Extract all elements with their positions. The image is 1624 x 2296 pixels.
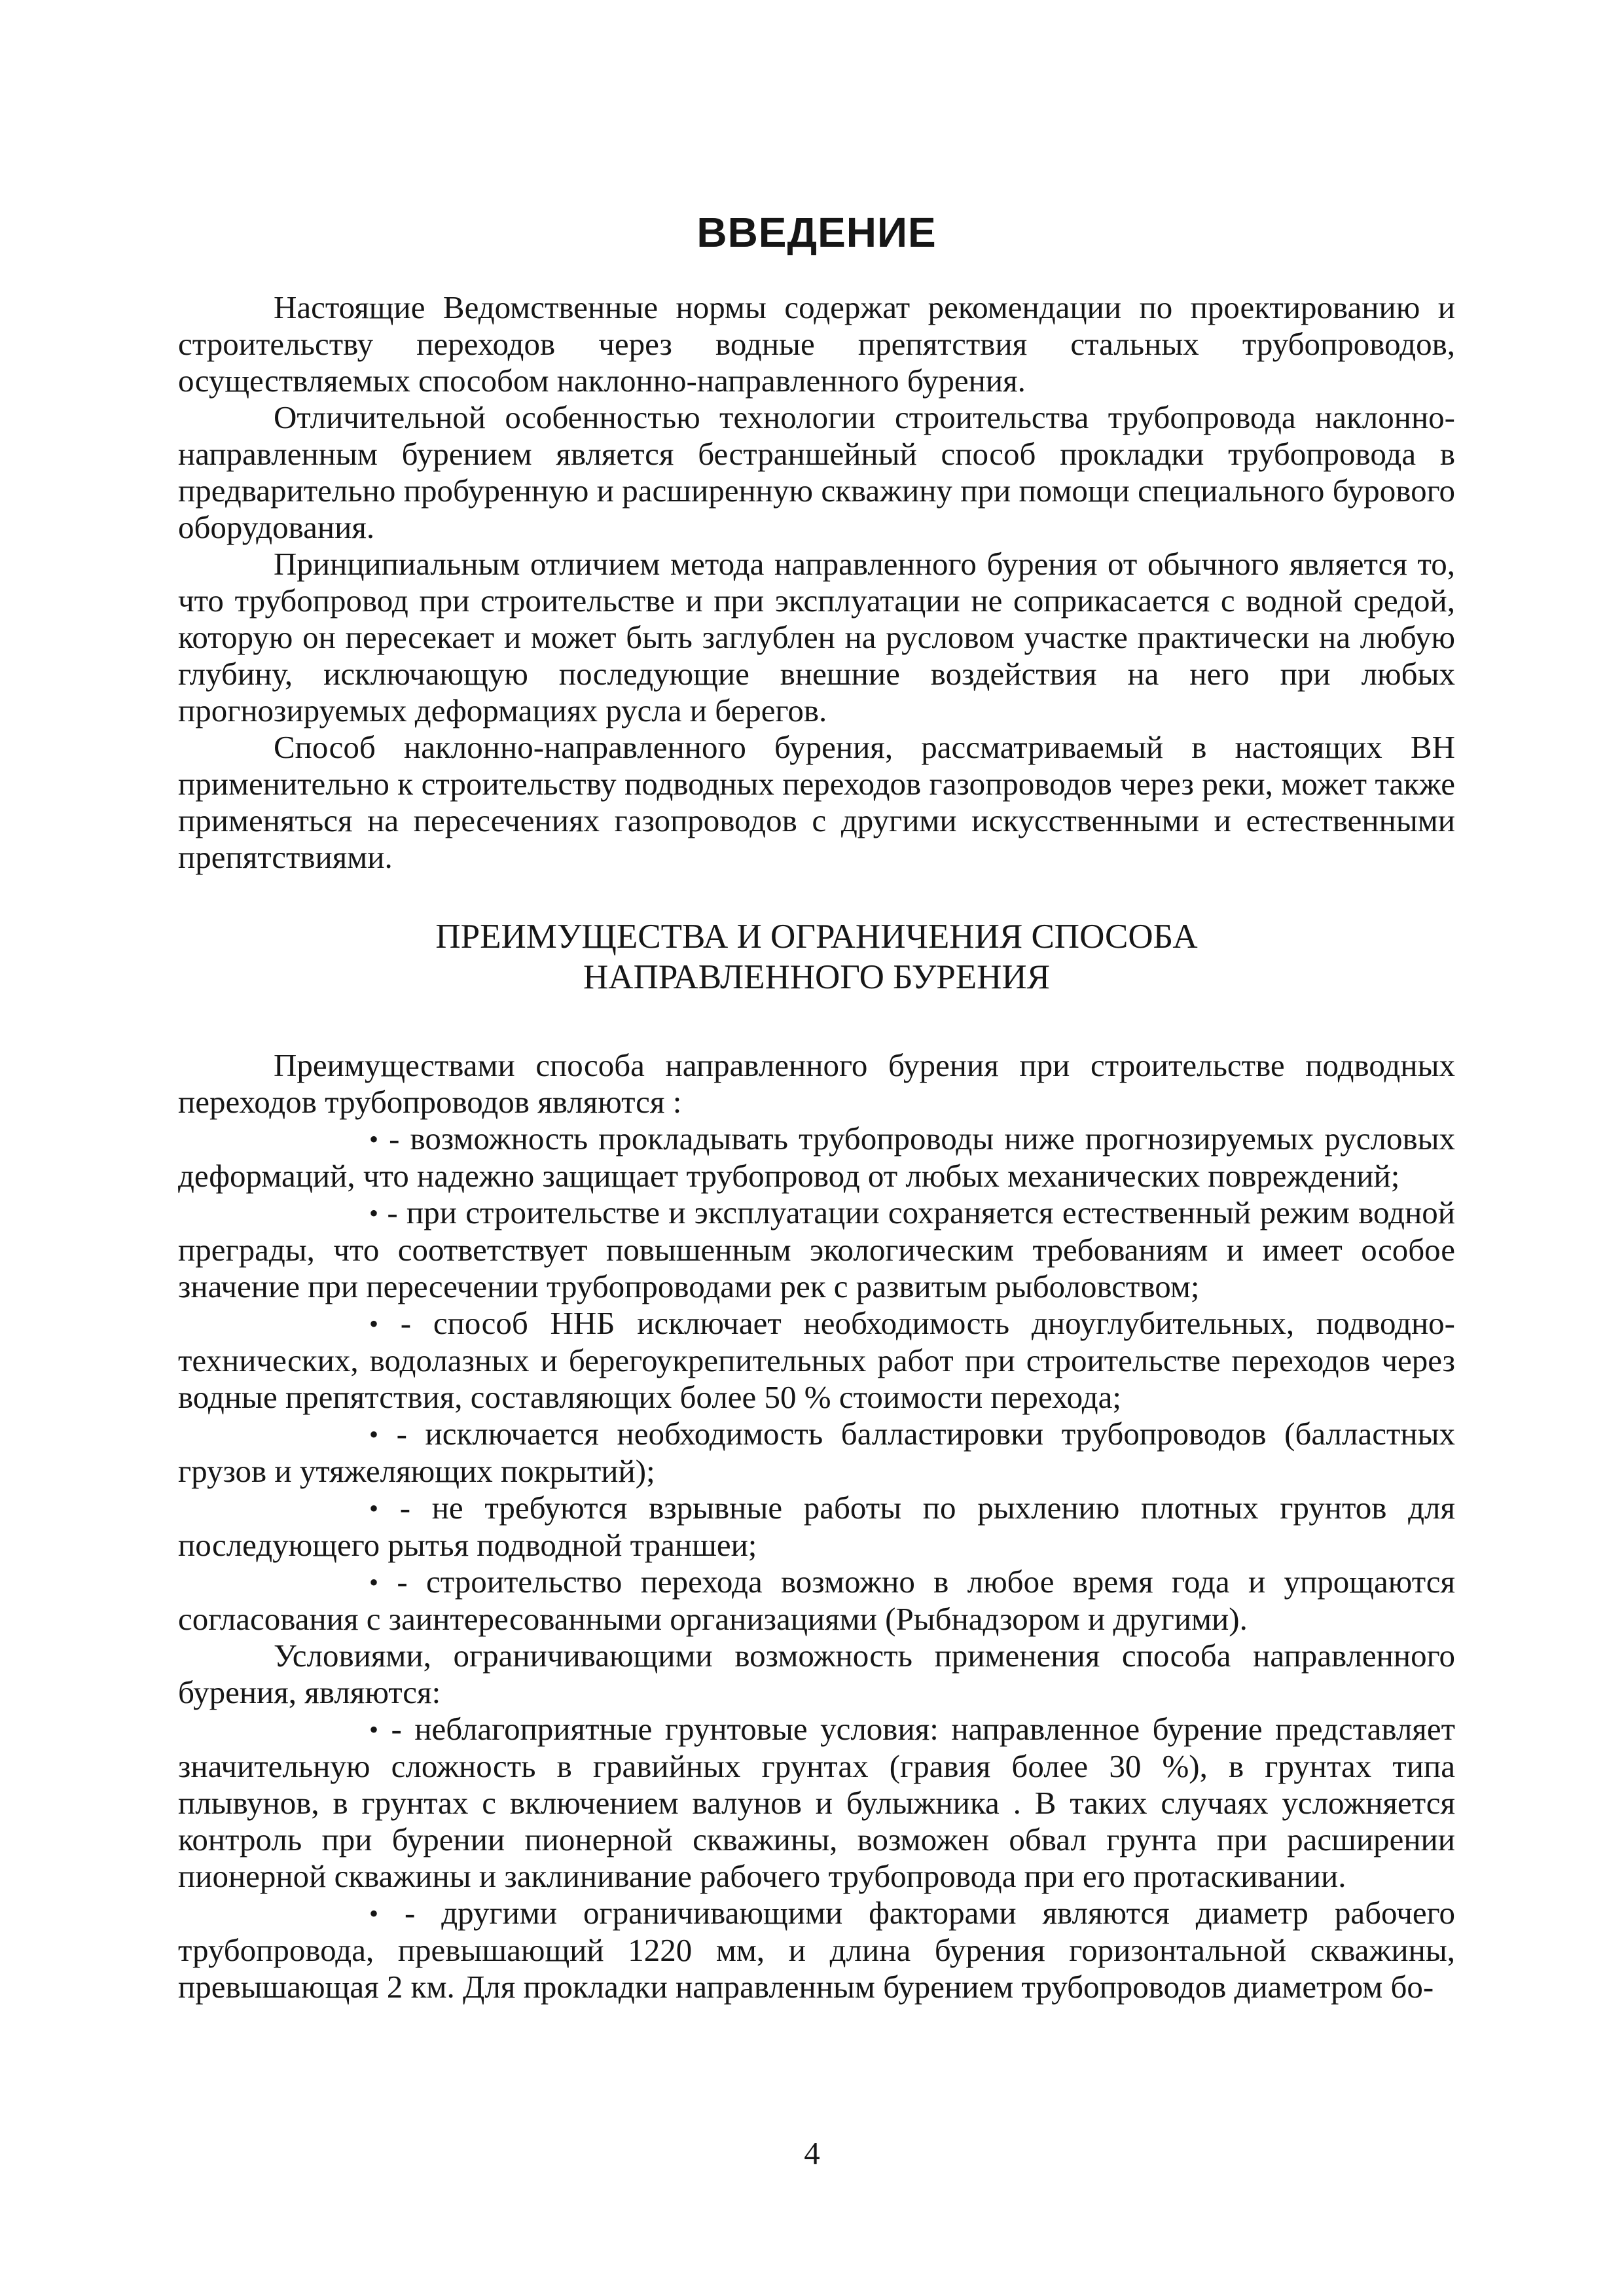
bullet-icon: • <box>369 1568 379 1597</box>
advantage-item <box>178 1564 1455 1638</box>
limitation-item <box>178 1711 1455 1895</box>
intro-paragraph: Принципиальным отличием метода направленного бурения от обычного является то, что трубопровод при строительстве и при эксплуатации не соприкасается с водной средой, которую он пересекает и может быть заглублен на русловом участке практически на любую глубину, исключающую последующие внешние воздействия на него при любых прогнозируемых деформациях русла и берегов. <box>178 546 1455 728</box>
advantage-item <box>178 1416 1455 1490</box>
page-number: 4 <box>804 2135 820 2171</box>
advantage-text: - способ ННБ исключает необходимость дноуглубительных, подводно-технических, водолазных и берегоукрепительных работ при строительстве переходов через водные препятствия, составляющих более 50 % стоимости перехода; <box>178 1305 1455 1415</box>
advantage-item <box>178 1194 1455 1305</box>
advantage-item <box>178 1305 1455 1416</box>
limitations-intro: Условиями, ограничивающими возможность применения способа направленного бурения, являются: <box>178 1638 1455 1710</box>
advantage-text: - исключается необходимость балластировки трубопроводов (балластных грузов и утяжеляющих покрытий); <box>178 1416 1456 1489</box>
bullet-icon: • <box>369 1899 379 1928</box>
intro-title: ВВЕДЕНИЕ <box>696 209 937 256</box>
limitation-item <box>178 1895 1455 2005</box>
section-title-line1: ПРЕИМУЩЕСТВА И ОГРАНИЧЕНИЯ СПОСОБА <box>435 918 1198 956</box>
page-content <box>178 208 1455 2005</box>
bullet-icon: • <box>369 1198 379 1228</box>
advantage-text: - при строительстве и эксплуатации сохраняется естественный режим водной преграды, что соответствует повышенным экологическим требованиям и имеет особое значение при пересечении трубопроводами рек с развитым рыболовством; <box>178 1194 1456 1304</box>
advantage-text: - возможность прокладывать трубопроводы ниже прогнозируемых русловых деформаций, что надежно защищает трубопровод от любых механических повреждений; <box>178 1121 1455 1194</box>
intro-paragraph: Отличительной особенностью технологии строительства трубопровода наклонно-направленным бурением является бестраншейный способ прокладки трубопровода в предварительно пробуренную и расширенную скважину при помощи специального бурового оборудования. <box>178 399 1455 545</box>
bullet-icon: • <box>369 1124 379 1154</box>
advantage-text: - строительство перехода возможно в любое время года и упрощаются согласования с заинтересованными организациями (Рыбнадзором и другими). <box>178 1564 1456 1637</box>
bullet-icon: • <box>369 1420 379 1449</box>
section-title-line2: НАПРАВЛЕННОГО БУРЕНИЯ <box>583 958 1050 996</box>
bullet-icon: • <box>369 1715 379 1744</box>
advantage-item <box>178 1121 1455 1194</box>
bullet-icon: • <box>369 1309 379 1338</box>
intro-paragraph: Способ наклонно-направленного бурения, рассматриваемый в настоящих ВН применительно к строительству подводных переходов газопроводов через реки, может также применяться на пересечениях газопроводов с другими искусственными и естественными препятствиями. <box>178 729 1455 875</box>
limitation-text: - другими ограничивающими факторами являются диаметр рабочего трубопровода, превышающий 1220 мм, и длина бурения горизонтальной скважины, превышающая 2 км. Для прокладки направленным бурением трубопроводов диаметром бо- <box>178 1895 1456 2005</box>
advantages-intro: Преимуществами способа направленного бурения при строительстве подводных переходов трубопроводов являются : <box>178 1047 1455 1120</box>
limitation-text: - неблагоприятные грунтовые условия: направленное бурение представляет значительную сложность в гравийных грунтах (гравия более 30 %), в грунтах типа плывунов, в грунтах с включением валунов и булыжника . В таких случаях усложняется контроль при бурении пионерной скважины, возможен обвал грунта при расширении пионерной скважины и заклинивание рабочего трубопровода при его протаскивании. <box>178 1711 1455 1894</box>
advantage-item <box>178 1490 1455 1564</box>
advantage-text: - не требуются взрывные работы по рыхлению плотных грунтов для последующего рытья подводной траншеи; <box>178 1490 1456 1563</box>
intro-paragraph: Настоящие Ведомственные нормы содержат рекомендации по проектированию и строительству переходов через водные препятствия стальных трубопроводов, осуществляемых способом наклонно-направленного бурения. <box>178 289 1455 399</box>
bullet-icon: • <box>369 1494 379 1523</box>
section-title <box>178 916 1455 997</box>
